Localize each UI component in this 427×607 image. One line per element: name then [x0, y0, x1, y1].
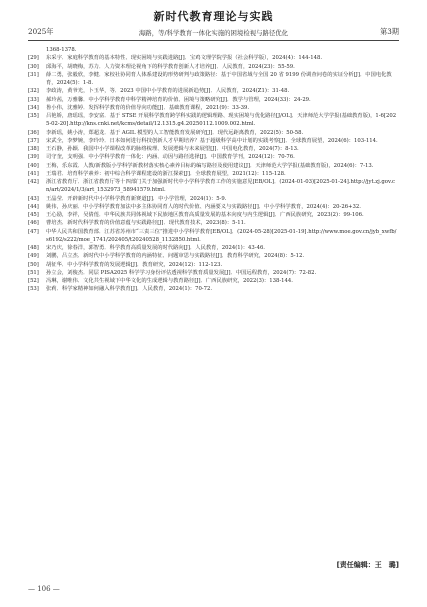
reference-number: [53] [28, 286, 39, 293]
reference-text: 宋武全，李梦婉，李玲玲．日本如何进行科技创新人才早期培养？基于超级科学高中计划的实践考察[J]．全球教育展望，2024(6)：103-114. [46, 137, 378, 144]
reference-number: [46] [28, 220, 39, 227]
reference-text: 孙立会，刘俊杰．同层 PISA2025 科学学习身份评估透视科学教育质量发展[J]．中国远程教育，2024(7)：72-82. [46, 269, 317, 276]
reference-item [28, 170, 399, 178]
reference-text: 李政涛，黄爷光，卜玉华，等．2023 中国中小学教育的进展新趋势[J]．人民教育，2024(Z1)：31-48. [46, 88, 290, 95]
reference-number: [44] [28, 203, 39, 210]
reference-number: [32] [28, 88, 39, 95]
reference-text: 张莉．科学家精神如何融入科学教育[J]．人民教育，2024(1)：70-72. [46, 286, 213, 293]
reference-list [28, 46, 399, 294]
header-rule [28, 40, 399, 41]
editor-credit: [责任编辑：王 璐] [336, 561, 399, 569]
reference-number: [41] [28, 170, 39, 177]
reference-item [28, 153, 399, 161]
reference-item [28, 96, 399, 104]
reference-number: [31] [28, 71, 39, 78]
reference-item [28, 244, 399, 252]
reference-text: 王梅，乐东霞．人教/新教版小学科学新教材落实核心素养目标的编写路径及使用建议[J]．天津师范大学学报(基础教育版)，2024(6)：7-13. [46, 162, 374, 169]
reference-item [28, 63, 399, 71]
reference-item [28, 285, 399, 293]
reference-number: [33] [28, 96, 39, 103]
reference-text: 邱海平，胡晓梅，苏力．人力资本理论视角下的科学教育创新人才培养[J]．人民教育，2024(23)：55-59. [46, 63, 295, 70]
reference-text: 鲁小伟，沈雅婷．发挥科学教育的价值导向功能[J]．基础教育课程，2021(9)：33-39. [46, 104, 250, 111]
reference-item [28, 112, 399, 129]
reference-number: [51] [28, 269, 39, 276]
reference-text: 姚伟，孙庆丽．中小学科学教育加法中多主体协同育人的时代价值、内涵要义与实践路径[J]．中小学科学教育，2024(4)：20-26+32. [46, 203, 361, 210]
reference-item [28, 269, 399, 277]
reference-item [28, 203, 399, 211]
reference-continuation [28, 46, 399, 54]
reference-item [28, 261, 399, 269]
issue-number: 第3期 [380, 27, 399, 36]
reference-item [28, 87, 399, 95]
running-header [28, 27, 399, 39]
reference-item [28, 54, 399, 62]
reference-number: [38] [28, 146, 39, 152]
reference-number: [42] [28, 179, 39, 185]
reference-text: 浙江省教育厅．浙江省教育厅等十四部门关于加强新时代中小学科学教育工作的实施意见[EB/OL]．(2024-01-03)[2025-01-24].http://jyt.zj.gov.cn/art/2024/1/3/art_1532973_58941579.html. [46, 179, 396, 194]
reference-text: 郝玲茜，万雅馨．中小学科学教育中科学精神培育的价值、困境与策略研究[J]．教学与管理，2024(33)：24-29. [46, 96, 311, 103]
reference-number: [47] [28, 228, 39, 235]
reference-number: [50] [28, 261, 39, 268]
reference-item [28, 228, 399, 245]
reference-text: 司守奎，支明强．中小学科学教育一体化：内涵、动因与路径选择[J]．中国教育学刊，2024(12)：70-76. [46, 154, 295, 161]
issue-year: 2025年 [28, 27, 54, 36]
reference-number: [45] [28, 212, 39, 218]
reference-item [28, 137, 399, 145]
reference-text: 王心励，李祥，吴倩莲．中华民族共同体视域下民族地区教育高质量发展的基本向度与内生逻辑[J]．广西民族研究，2023(2)：99-106. [46, 212, 364, 218]
reference-text: 王瑞君．培育科学素养：初中综合科学课程建设的浙江探索[J]．全球教育展望，2021(12)：115-128. [46, 170, 286, 177]
continuation-text: 1368-1378. [46, 47, 77, 53]
reference-item [28, 129, 399, 137]
reference-item [28, 219, 399, 227]
reference-number: [37] [28, 137, 39, 144]
reference-number: [35] [28, 113, 39, 119]
reference-text: 薛二勇，张毅欣，李健．家校社协同育人体系建设的形势研判与政策路径：基于中国省域与全国 20 省 9199 份调查问卷的实证分析[J]．中国电化教育，2024(5)：1-8. [46, 71, 392, 86]
reference-number: [36] [28, 129, 39, 136]
reference-text: 吕艳娇，唐瑶瑶，李安富．基于 STSE 开展科学教育跨学科实践的逻辑理路、现实困境与优化路径[J/OL]．天津师范大学学报(基础教育版)，1-6[2025-02-20].http://kns.cnki.net/kcms/detail/12.1315.g4.20250112.1009.002.html. [46, 113, 397, 128]
reference-number: [49] [28, 253, 39, 260]
reference-number: [40] [28, 162, 39, 169]
reference-item [28, 178, 399, 195]
reference-text: 冯琳，谢唯伟．文化共生视域下中华文化的生成逻辑与教育路径[J]．广西民族研究，2022(3)：138-144. [46, 278, 293, 284]
reference-text: 王晶莹．开辟新时代中小学科学教育新赛道[J]．中小学管理，2024(1)：5-9. [46, 195, 227, 202]
reference-item [28, 145, 399, 153]
reference-item [28, 211, 399, 219]
reference-text: 宋乃庆，徐春洋，郭智勇．科学教育高质量发展的时代路向[J]．人民教育，2024(1)：43-46. [46, 245, 265, 251]
reference-number: [39] [28, 154, 39, 161]
reference-item [28, 277, 399, 285]
reference-number: [43] [28, 195, 39, 202]
running-title: 海路，等/科学教育一体化实施的困境检视与路径优化 [138, 28, 289, 37]
reference-text: 东采宇．家庭科学教育的基本特性、现实困境与实践进路[J]．宝鸡文理学院学报（社会科学版），2024(4)：144-148. [46, 55, 323, 62]
reference-item [28, 252, 399, 260]
reference-text: 刘鹏，吕立杰．新时代中小学科学教育的内涵特征、问题审思与实践路径[J]．教育科学研究，2024(8)：5-12. [46, 253, 304, 260]
reference-number: [48] [28, 245, 39, 251]
reference-item [28, 195, 399, 203]
reference-text: 胡征华．中小学科学教育的发展逻辑[J]．教育研究，2024(12)：112-123. [46, 261, 223, 268]
reference-text: 中华人民共和国教育部．江苏省苏州市“三责三位”推进中小学科学教育[EB/OL]．(2024-05-28)[2025-01-19].http://www.moe.gov.cn/jyb_xwfb/s6192/s222/moe_1741/202405/t20240528_1132850.html. [46, 228, 397, 243]
reference-item [28, 71, 399, 88]
page-number: — 106 — [28, 585, 60, 593]
reference-item [28, 104, 399, 112]
reference-item [28, 162, 399, 170]
reference-text: 王石静，孙颖．我国中小学课程改革的脉络梳理、发展逻辑与未来展望[J]．中国电化教育，2024(7)：8-13. [46, 146, 299, 152]
reference-number: [30] [28, 63, 39, 70]
reference-number: [34] [28, 104, 39, 111]
reference-number: [29] [28, 55, 39, 62]
reference-text: 李新瑶，姚小涛，郑超龙．基于 AGIL 模型的人工智能教育发展研究[J]．现代远距离教育，2022(5)：50-58. [46, 129, 304, 136]
journal-title: 新时代教育理论与实践 [153, 10, 274, 23]
reference-text: 曹培杰．新时代科学教育的价值意蕴与实践路径[J]．现代教育技术，2023(8)：5-11. [46, 220, 246, 227]
reference-number: [52] [28, 278, 39, 284]
